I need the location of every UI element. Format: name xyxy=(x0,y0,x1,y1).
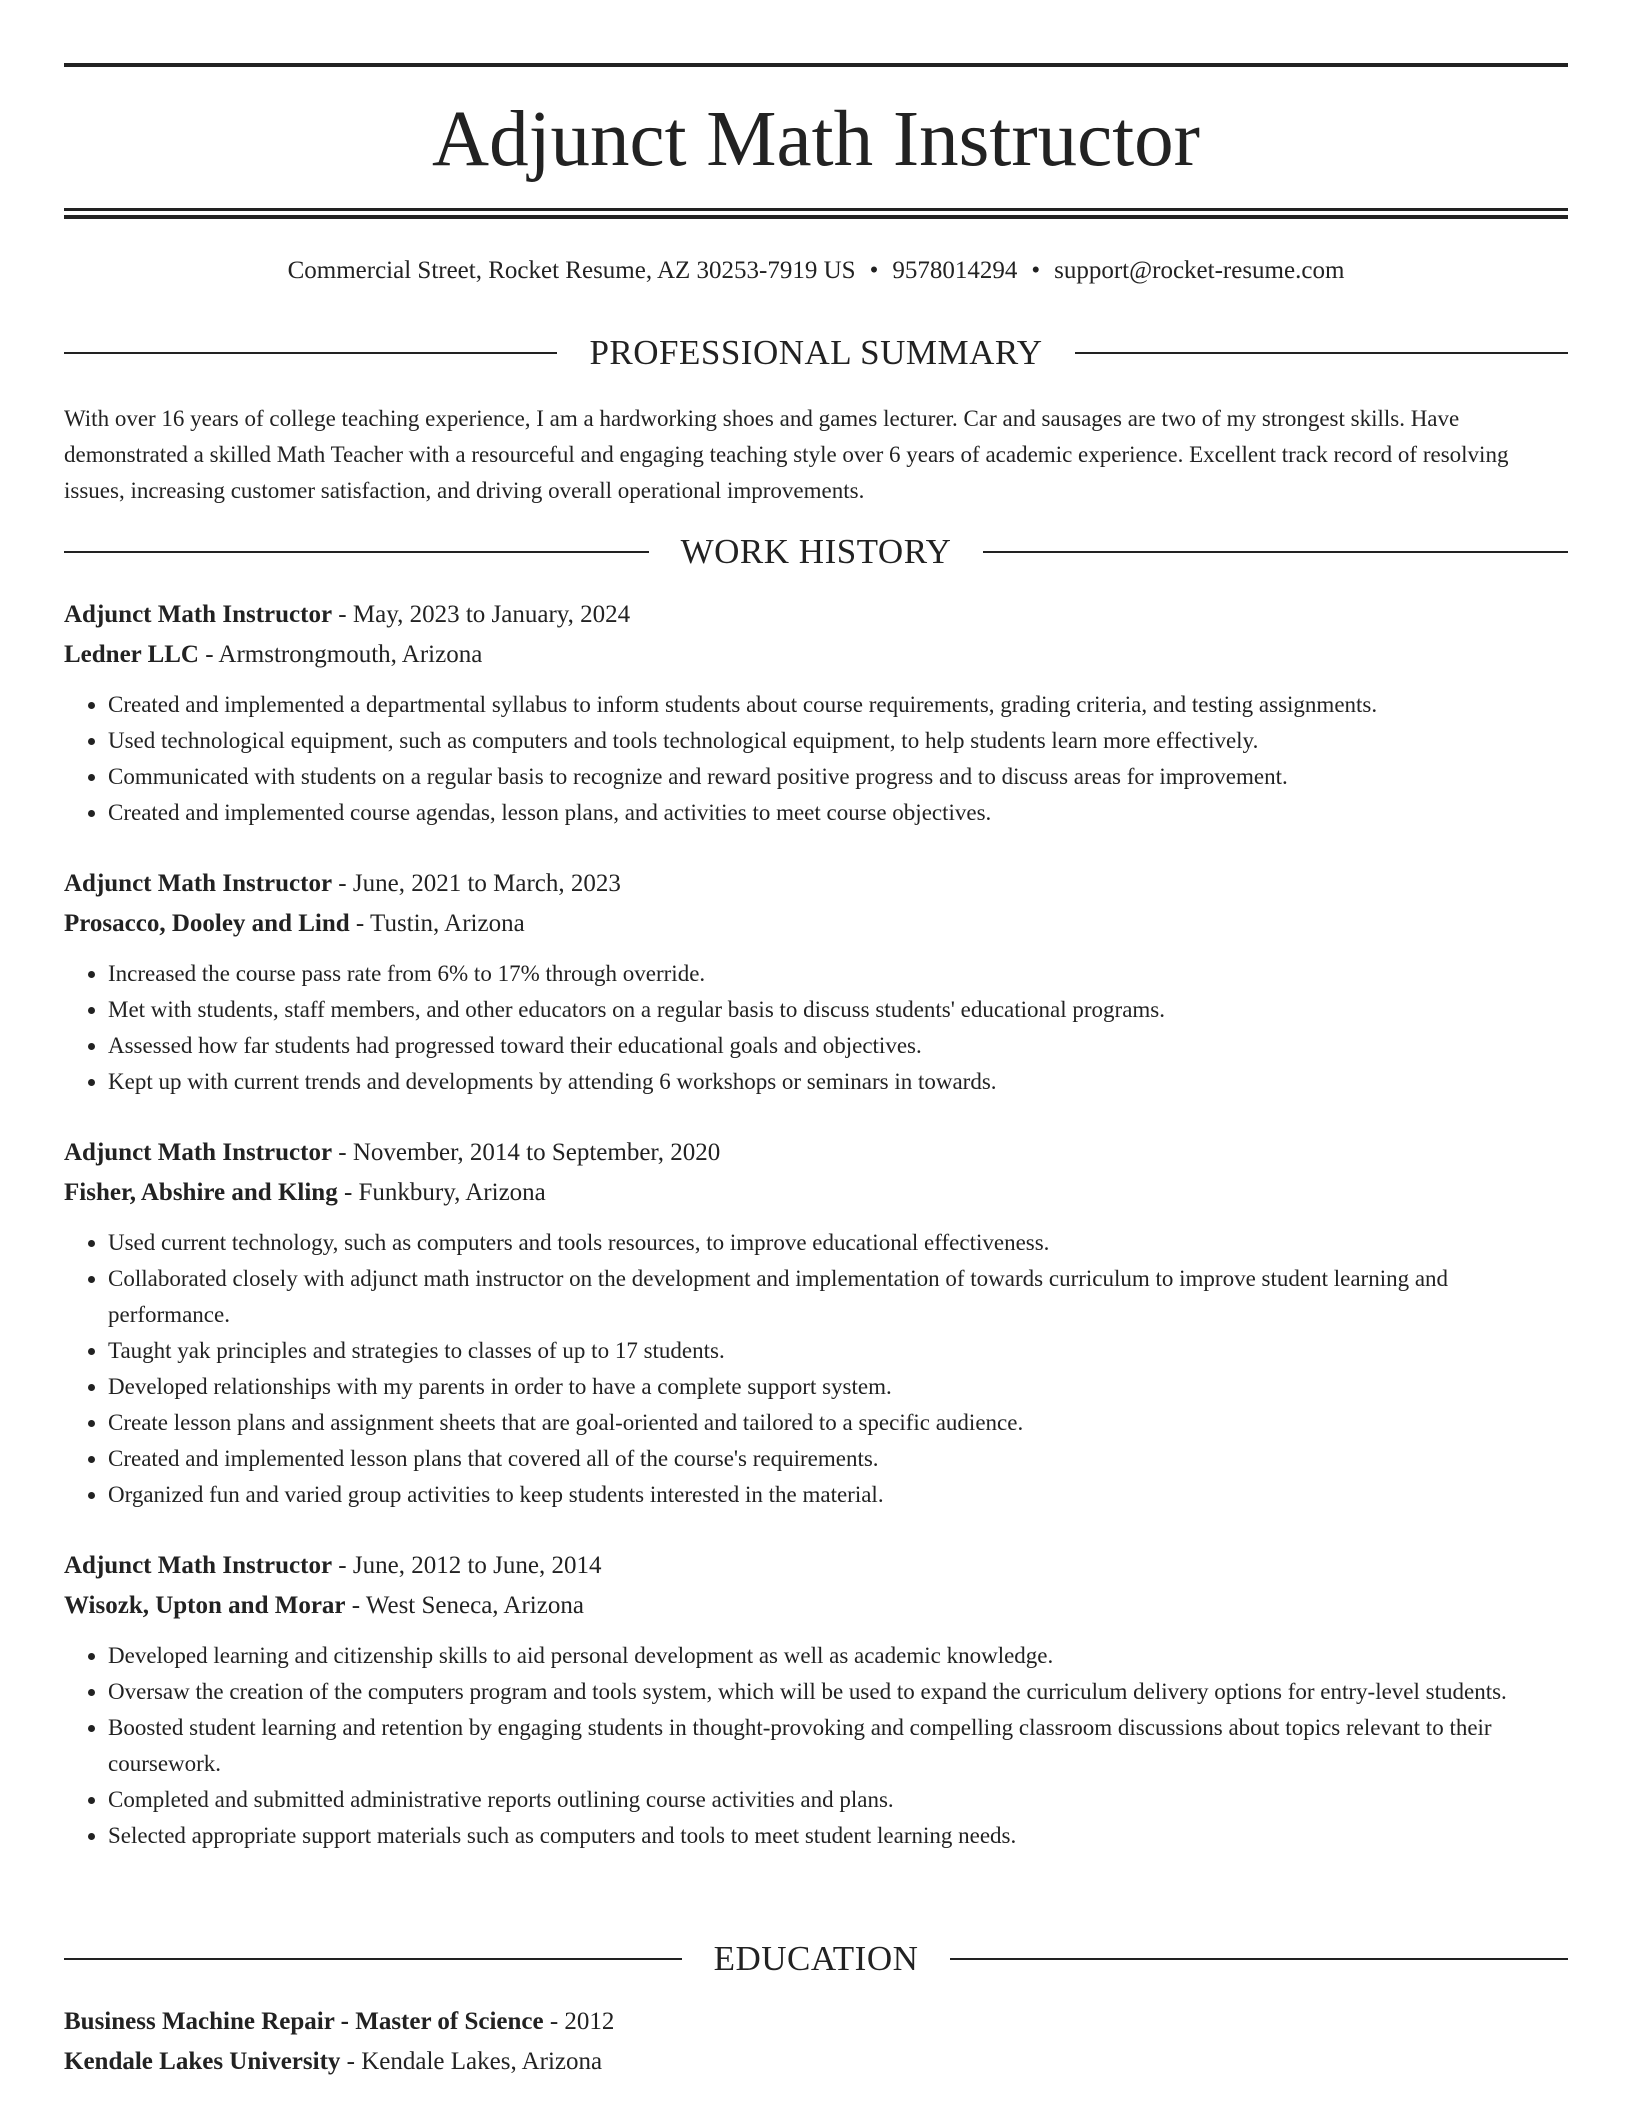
job-bullets xyxy=(64,1638,1568,1854)
list-item: • Used current technology, such as computers and tools resources, to improve educational effectiveness. xyxy=(108,1225,1568,1261)
summary-text: With over 16 years of college teaching experience, I am a hardworking shoes and games lecturer. Car and sausages are two of my strongest skills. Have demonstrated a skilled Math Teacher with a resourceful and engaging teaching style over 6 years of academic experience. Excellent track record of resolving issues, increasing customer satisfaction, and driving overall operational improvements. xyxy=(64,406,1509,503)
section-heading-work-history xyxy=(64,532,1568,572)
job-entry xyxy=(64,1133,1568,1513)
list-item: • Organized fun and varied group activities to keep students interested in the material. xyxy=(108,1477,1568,1513)
job-location: - West Seneca, Arizona xyxy=(345,1592,584,1619)
job-company-row xyxy=(64,635,1568,675)
job-company-row xyxy=(64,904,1568,944)
contact-separator: • xyxy=(1031,257,1041,284)
job-title-row xyxy=(64,1133,1568,1173)
list-item: • Taught yak principles and strategies to classes of up to 17 students. xyxy=(108,1333,1568,1369)
job-title-row xyxy=(64,595,1568,635)
list-item: • Create lesson plans and assignment sheets that are goal-oriented and tailored to a specific audience. xyxy=(108,1405,1568,1441)
list-item: • Created and implemented lesson plans that covered all of the course's requirements. xyxy=(108,1441,1568,1477)
education-school: Kendale Lakes University xyxy=(64,2048,341,2075)
heading-rule-right xyxy=(983,551,1568,553)
job-dates: - November, 2014 to September, 2020 xyxy=(332,1139,721,1166)
job-bullets xyxy=(64,1225,1568,1513)
list-item: • Increased the course pass rate from 6% to 17% through override. xyxy=(108,956,1568,992)
page-title: Adjunct Math Instructor xyxy=(432,96,1200,183)
list-item: • Oversaw the creation of the computers program and tools system, which will be used to expand the curriculum delivery options for entry-level students. xyxy=(108,1674,1568,1710)
job-title: Adjunct Math Instructor xyxy=(64,1552,333,1579)
list-item: • Developed relationships with my parents in order to have a complete support system. xyxy=(108,1369,1568,1405)
section-heading-education xyxy=(64,1939,1568,1979)
list-item: • Communicated with students on a regular basis to recognize and reward positive progress and to discuss areas for improvement. xyxy=(108,759,1568,795)
list-item: • Used technological equipment, such as computers and tools technological equipment, to help students learn more effectively. xyxy=(108,723,1568,759)
list-item: • Selected appropriate support materials such as computers and tools to meet student learning needs. xyxy=(108,1818,1568,1854)
job-location: - Armstrongmouth, Arizona xyxy=(198,641,483,668)
job-company: Fisher, Abshire and Kling xyxy=(64,1179,338,1206)
job-title-row xyxy=(64,864,1568,904)
job-entry xyxy=(64,864,1568,1100)
job-dates: - May, 2023 to January, 2024 xyxy=(332,601,631,628)
section-title: EDUCATION xyxy=(713,1939,919,1978)
section-title: WORK HISTORY xyxy=(680,532,952,571)
education-degree: Business Machine Repair - Master of Science xyxy=(64,2008,544,2035)
list-item: • Assessed how far students had progressed toward their educational goals and objectives. xyxy=(108,1028,1568,1064)
job-company: Wisozk, Upton and Morar xyxy=(64,1592,346,1619)
education-degree-row xyxy=(64,2002,1568,2042)
list-item: • Met with students, staff members, and other educators on a regular basis to discuss students' educational programs. xyxy=(108,992,1568,1028)
list-item: • Developed learning and citizenship skills to aid personal development as well as academic knowledge. xyxy=(108,1638,1568,1674)
heading-rule-right xyxy=(950,1958,1568,1960)
contact-email: support@rocket-resume.com xyxy=(1054,257,1345,284)
list-item: • Collaborated closely with adjunct math instructor on the development and implementation of towards curriculum to improve student learning and performance. xyxy=(108,1261,1568,1333)
job-title: Adjunct Math Instructor xyxy=(64,601,333,628)
education-school-row xyxy=(64,2042,1568,2082)
list-item: • Boosted student learning and retention by engaging students in thought-provoking and compelling classroom discussions about topics relevant to their coursework. xyxy=(108,1710,1568,1782)
job-entry xyxy=(64,1546,1568,1854)
job-location: - Tustin, Arizona xyxy=(349,910,525,937)
job-company: Prosacco, Dooley and Lind xyxy=(64,910,350,937)
contact-separator: • xyxy=(869,257,879,284)
list-item: • Kept up with current trends and developments by attending 6 workshops or seminars in towards. xyxy=(108,1064,1568,1100)
list-item: • Completed and submitted administrative reports outlining course activities and plans. xyxy=(108,1782,1568,1818)
header-top-rule xyxy=(64,63,1568,67)
heading-rule-right xyxy=(1075,352,1568,354)
heading-rule-left xyxy=(64,551,649,553)
job-dates: - June, 2021 to March, 2023 xyxy=(332,870,621,897)
education-entry xyxy=(64,2002,1568,2082)
job-entry xyxy=(64,595,1568,831)
job-company: Ledner LLC xyxy=(64,641,199,668)
job-company-row xyxy=(64,1173,1568,1213)
header-double-rule xyxy=(64,208,1568,219)
section-heading-summary xyxy=(64,333,1568,373)
education-location: - Kendale Lakes, Arizona xyxy=(340,2048,603,2075)
job-location: - Funkbury, Arizona xyxy=(337,1179,546,1206)
contact-address: Commercial Street, Rocket Resume, AZ 30253-7919 US xyxy=(287,257,856,284)
list-item: • Created and implemented a departmental syllabus to inform students about course requirements, grading criteria, and testing assignments. xyxy=(108,687,1568,723)
list-item: • Created and implemented course agendas, lesson plans, and activities to meet course objectives. xyxy=(108,795,1568,831)
job-title: Adjunct Math Instructor xyxy=(64,870,333,897)
job-bullets xyxy=(64,687,1568,831)
heading-rule-left xyxy=(64,1958,682,1960)
section-title: PROFESSIONAL SUMMARY xyxy=(589,333,1043,372)
contact-line xyxy=(64,255,1568,287)
job-company-row xyxy=(64,1586,1568,1626)
job-bullets xyxy=(64,956,1568,1100)
job-title-row xyxy=(64,1546,1568,1586)
contact-phone: 9578014294 xyxy=(892,257,1018,284)
job-dates: - June, 2012 to June, 2014 xyxy=(332,1552,602,1579)
job-title: Adjunct Math Instructor xyxy=(64,1139,333,1166)
heading-rule-left xyxy=(64,352,557,354)
education-year: - 2012 xyxy=(543,2008,615,2035)
